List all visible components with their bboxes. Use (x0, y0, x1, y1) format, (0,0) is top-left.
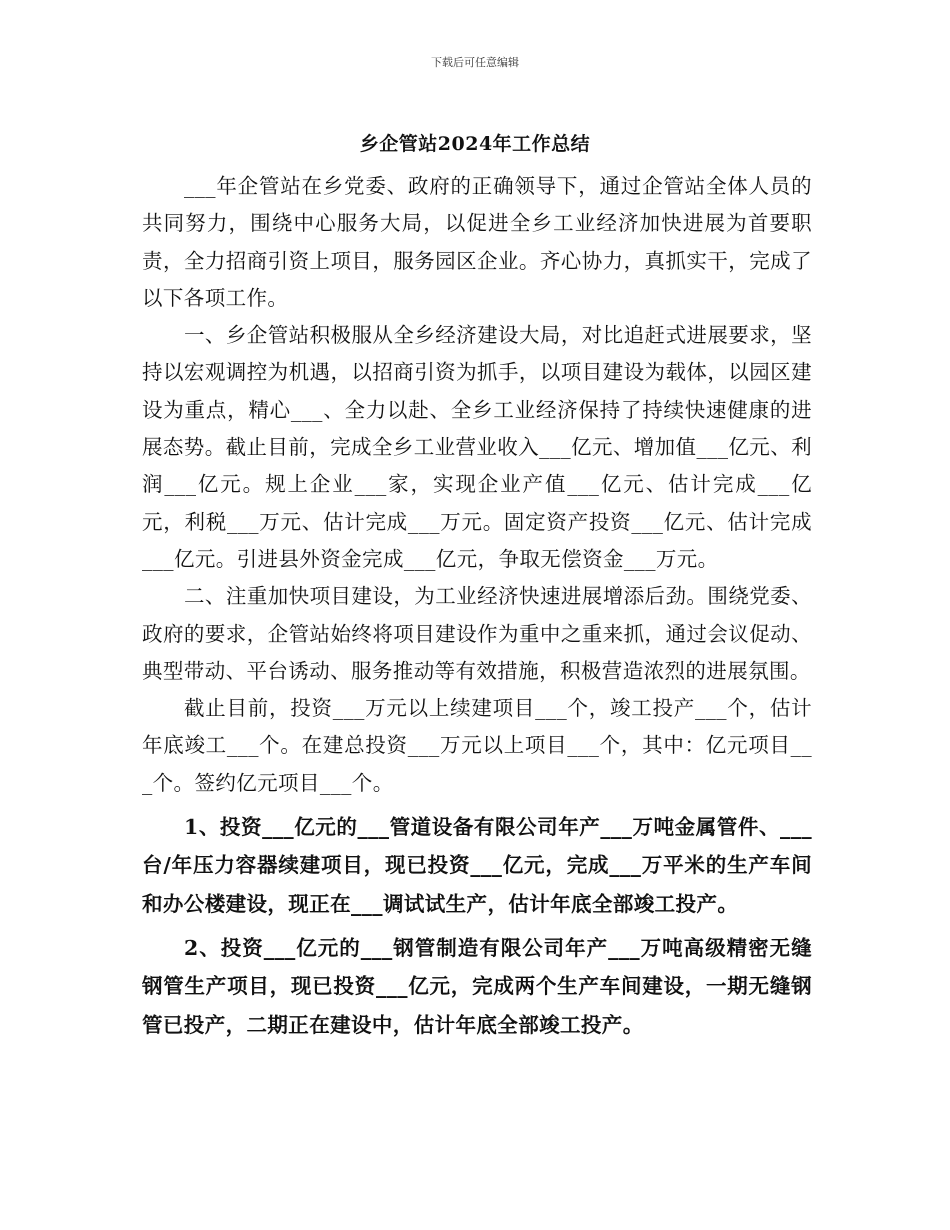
document-title: 乡企管站2024年工作总结 (359, 133, 591, 155)
paragraph-project-2: 2、投资___亿元的___钢管制造有限公司年产___万吨高级精密无缝钢管生产项目，现已投资___亿元，完成两个生产车间建设，一期无缝钢管已投产，二期正在建设中，估计年底全部竣工投产。 (142, 935, 812, 1037)
paragraph-section-2: 二、注重加快项目建设，为工业经济快速进展增添后劲。围绕党委、政府的要求，企管站始终将项目建设作为重中之重来抓，通过会议促动、典型带动、平台诱动、服务推动等有效措施，积极营造浓烈的进展氛围。 (142, 584, 812, 683)
paragraph-section-1: 一、乡企管站积极服从全乡经济建设大局，对比追赶式进展要求，坚持以宏观调控为机遇，以招商引资为抓手，以项目建设为载体，以园区建设为重点，精心___、全力以赴、全乡工业经济保持了持续快速健康的进展态势。截止目前，完成全乡工业营业收入___亿元、增加值___亿元、利润___亿元。规上企业___家，实现企业产值___亿元、估计完成___亿元，利税___万元、估计完成___万元。固定资产投资___亿元、估计完成___亿元。引进县外资金完成___亿元，争取无偿资金___万元。 (142, 323, 812, 571)
paragraph-project-1: 1、投资___亿元的___管道设备有限公司年产___万吨金属管件、___台/年压力容器续建项目，现已投资___亿元，完成___万平米的生产车间和办公楼建设，现正在___调试试生产，估计年底全部竣工投产。 (142, 815, 812, 916)
paragraph-project-stats: 截止目前，投资___万元以上续建项目___个，竣工投产___个，估计年底竣工___个。在建总投资___万元以上项目___个，其中：亿元项目___个。签约亿元项目___个。 (142, 696, 812, 795)
header-note: 下载后可任意编辑 (431, 56, 519, 69)
document-body (142, 168, 812, 1044)
paragraph-intro: ___年企管站在乡党委、政府的正确领导下，通过企管站全体人员的共同努力，围绕中心服务大局，以促进全乡工业经济加快进展为首要职责，全力招商引资上项目，服务园区企业。齐心协力，真抓实干，完成了以下各项工作。 (142, 174, 812, 310)
